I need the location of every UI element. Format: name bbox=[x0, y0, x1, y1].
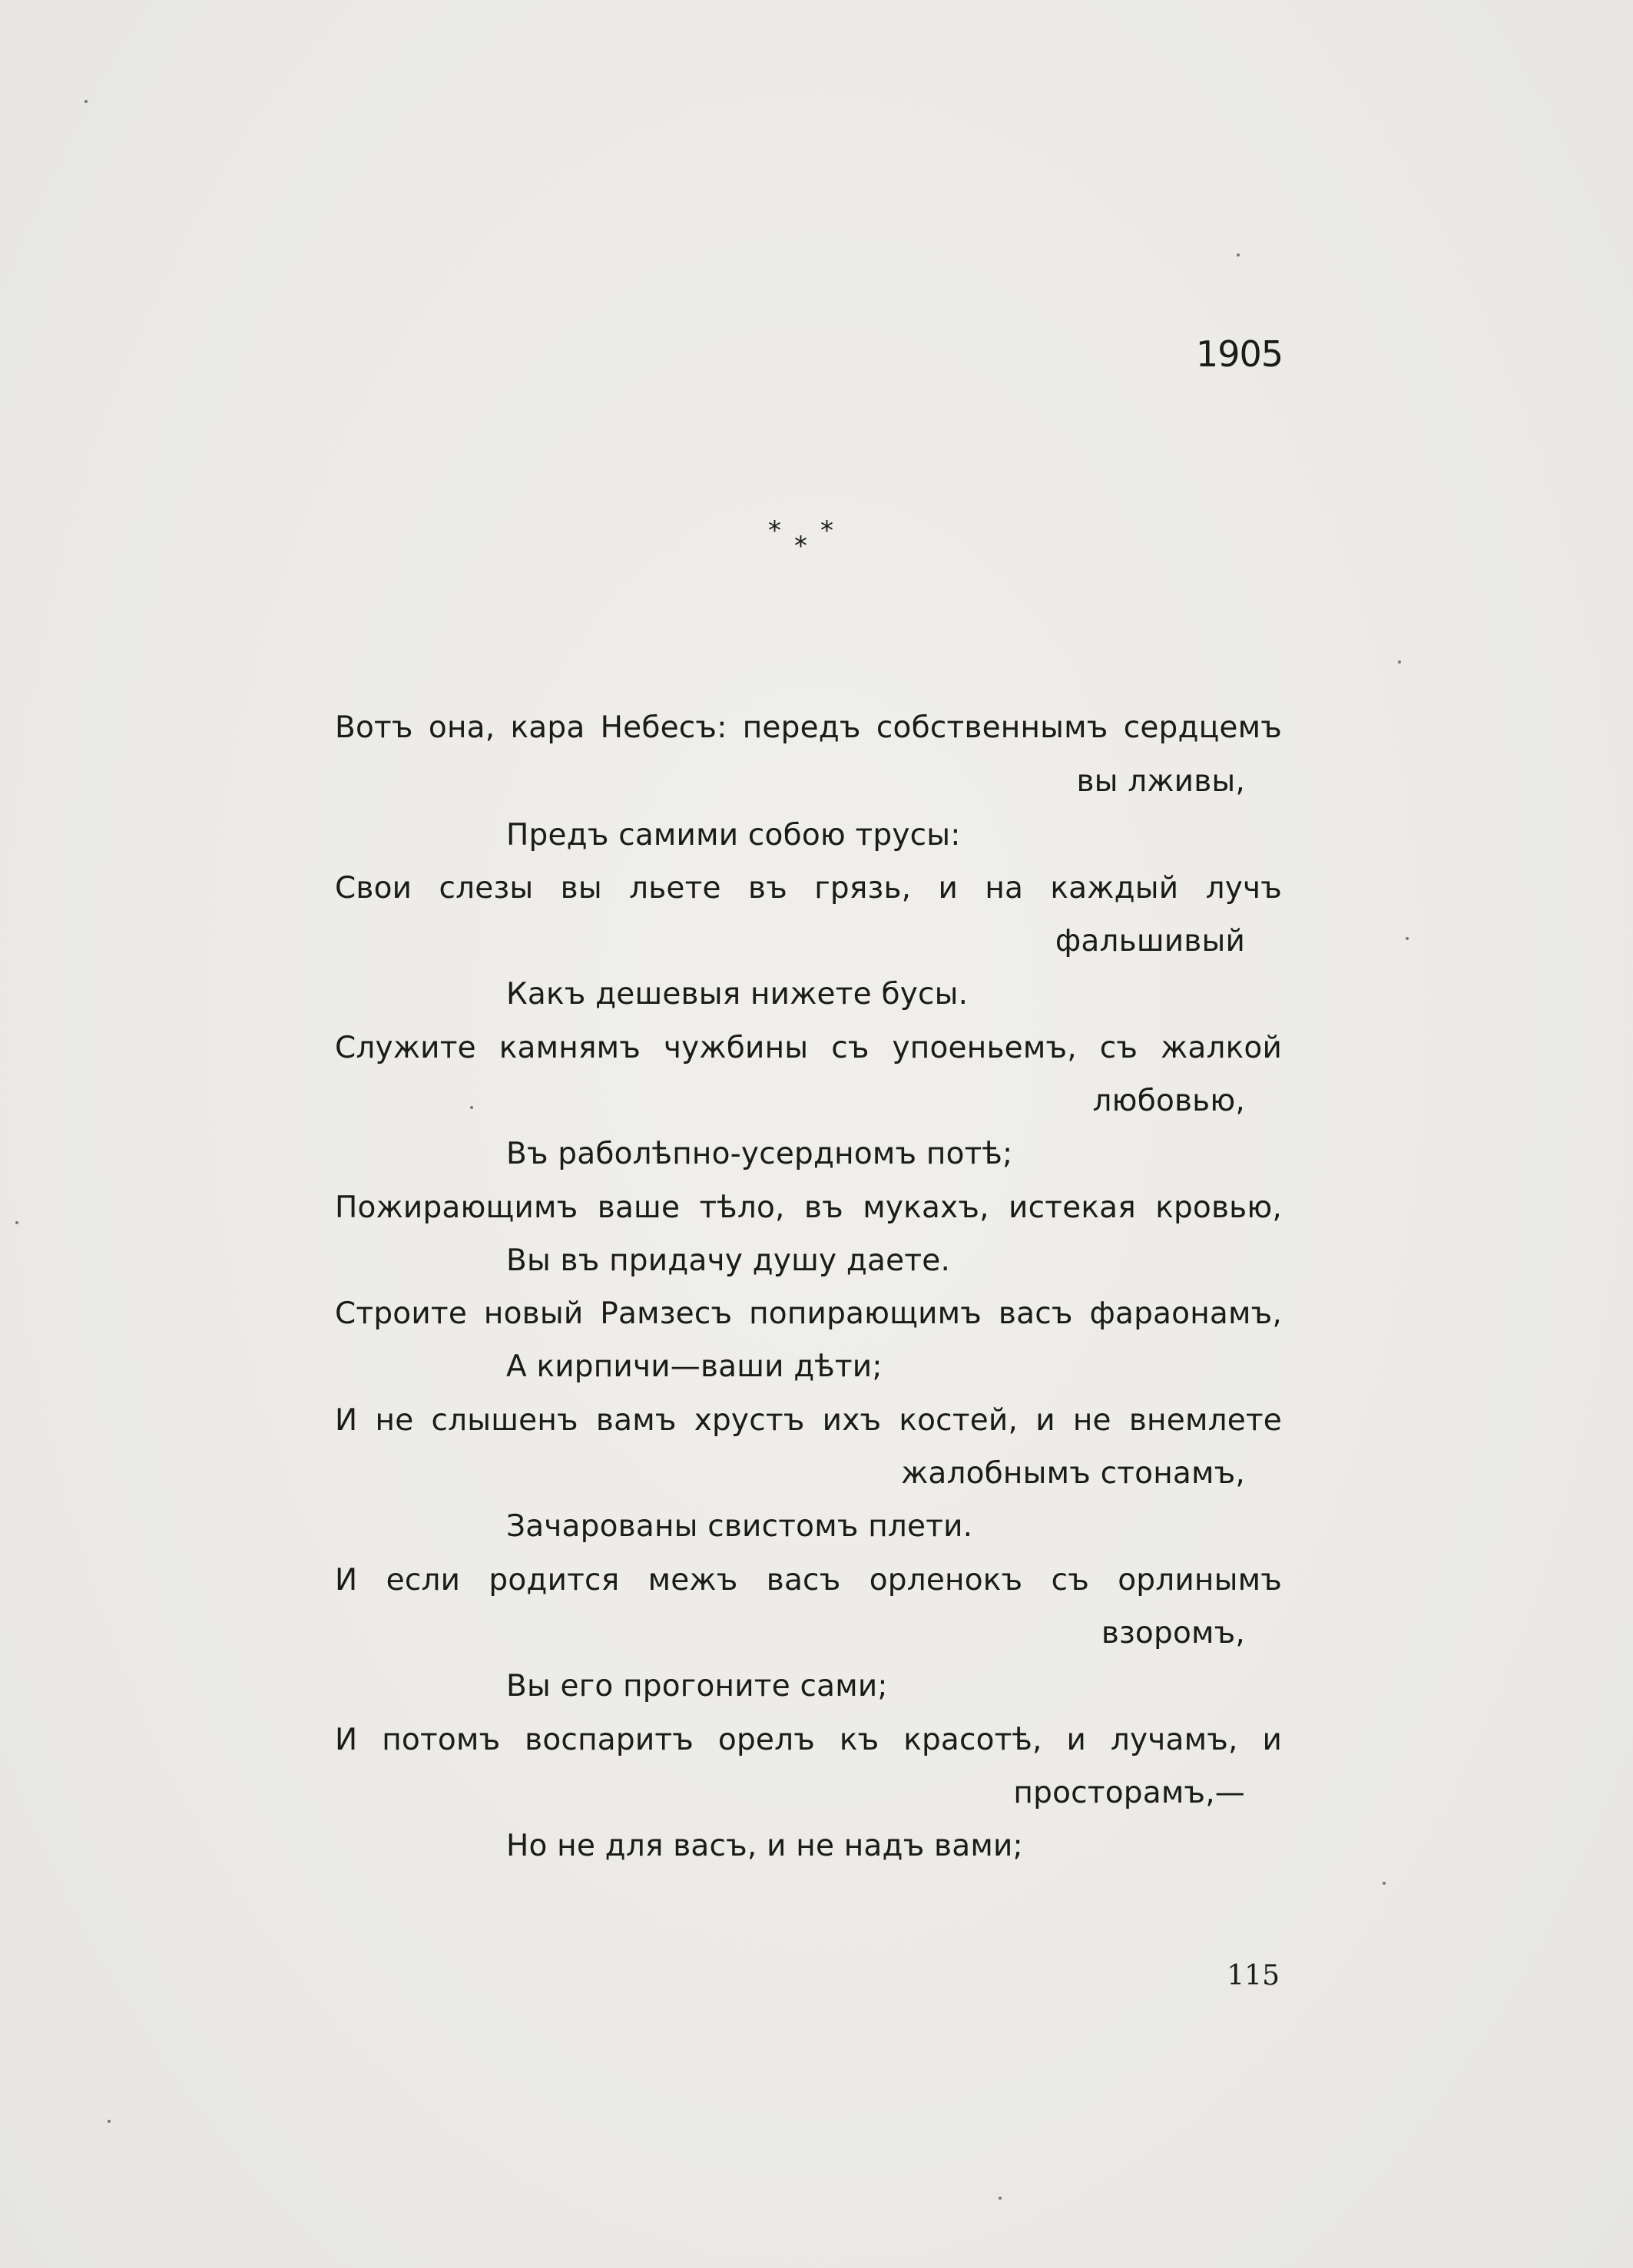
poem-line-indented: Вы въ придачу душу даете. bbox=[506, 1243, 951, 1278]
poem-line: Служите камнямъ чужбины съ упоеньемъ, съ жалкой bbox=[335, 1031, 1282, 1065]
paper-speck bbox=[1398, 661, 1401, 664]
poem-line-indented: Предъ самими собою трусы: bbox=[506, 818, 961, 853]
poem-line: И если родится межъ васъ орленокъ съ орлинымъ bbox=[335, 1563, 1282, 1598]
poem-line-indented: Какъ дешевыя нижете бусы. bbox=[506, 977, 969, 1011]
paper-speck bbox=[470, 1106, 473, 1109]
poem-line: Вотъ она, кара Небесъ: передъ собственнымъ сердцемъ bbox=[335, 710, 1282, 745]
paper-speck bbox=[15, 1221, 18, 1224]
asterism-divider bbox=[762, 515, 854, 564]
asterisk-right: * bbox=[820, 515, 833, 546]
poem-line-continuation: фальшивый bbox=[1055, 924, 1245, 959]
poem-line: И не слышенъ вамъ хрустъ ихъ костей, и не внемлете bbox=[335, 1403, 1282, 1438]
poem-line-indented: Вы его прогоните сами; bbox=[506, 1669, 888, 1703]
poem-line: И потомъ воспаритъ орелъ къ красотѣ, и лучамъ, и bbox=[335, 1723, 1282, 1757]
poem-line-indented: А кирпичи—ваши дѣти; bbox=[506, 1349, 883, 1384]
paper-speck bbox=[1406, 937, 1409, 940]
poem-line-continuation: жалобнымъ стонамъ, bbox=[901, 1456, 1245, 1491]
poem-line: Строите новый Рамзесъ попирающимъ васъ фараонамъ, bbox=[335, 1296, 1282, 1331]
poem-line-continuation: взоромъ, bbox=[1101, 1616, 1245, 1651]
poem-line-continuation: любовью, bbox=[1092, 1084, 1245, 1118]
year-heading: 1905 bbox=[1195, 333, 1283, 375]
paper-speck bbox=[108, 2120, 111, 2123]
asterisk-left: * bbox=[768, 515, 781, 546]
poem-line: Пожирающимъ ваше тѣло, въ мукахъ, истекая кровью, bbox=[335, 1190, 1282, 1225]
poem-line-indented: Но не для васъ, и не надъ вами; bbox=[506, 1829, 1023, 1863]
poem-line-indented: Въ раболѣпно-усердномъ потѣ; bbox=[506, 1137, 1013, 1171]
paper-speck bbox=[999, 2197, 1002, 2200]
poem-line: Свои слезы вы льете въ грязь, и на каждый лучъ bbox=[335, 871, 1282, 906]
paper-speck bbox=[1237, 253, 1240, 257]
poem-line-indented: Зачарованы свистомъ плети. bbox=[506, 1509, 973, 1544]
poem-line-continuation: просторамъ,— bbox=[1013, 1776, 1245, 1810]
asterisk-center: * bbox=[794, 531, 807, 561]
page-number: 115 bbox=[1227, 1960, 1280, 1992]
poem-line-continuation: вы лживы, bbox=[1076, 764, 1245, 799]
paper-speck bbox=[1383, 1882, 1386, 1885]
paper-speck bbox=[84, 100, 88, 103]
